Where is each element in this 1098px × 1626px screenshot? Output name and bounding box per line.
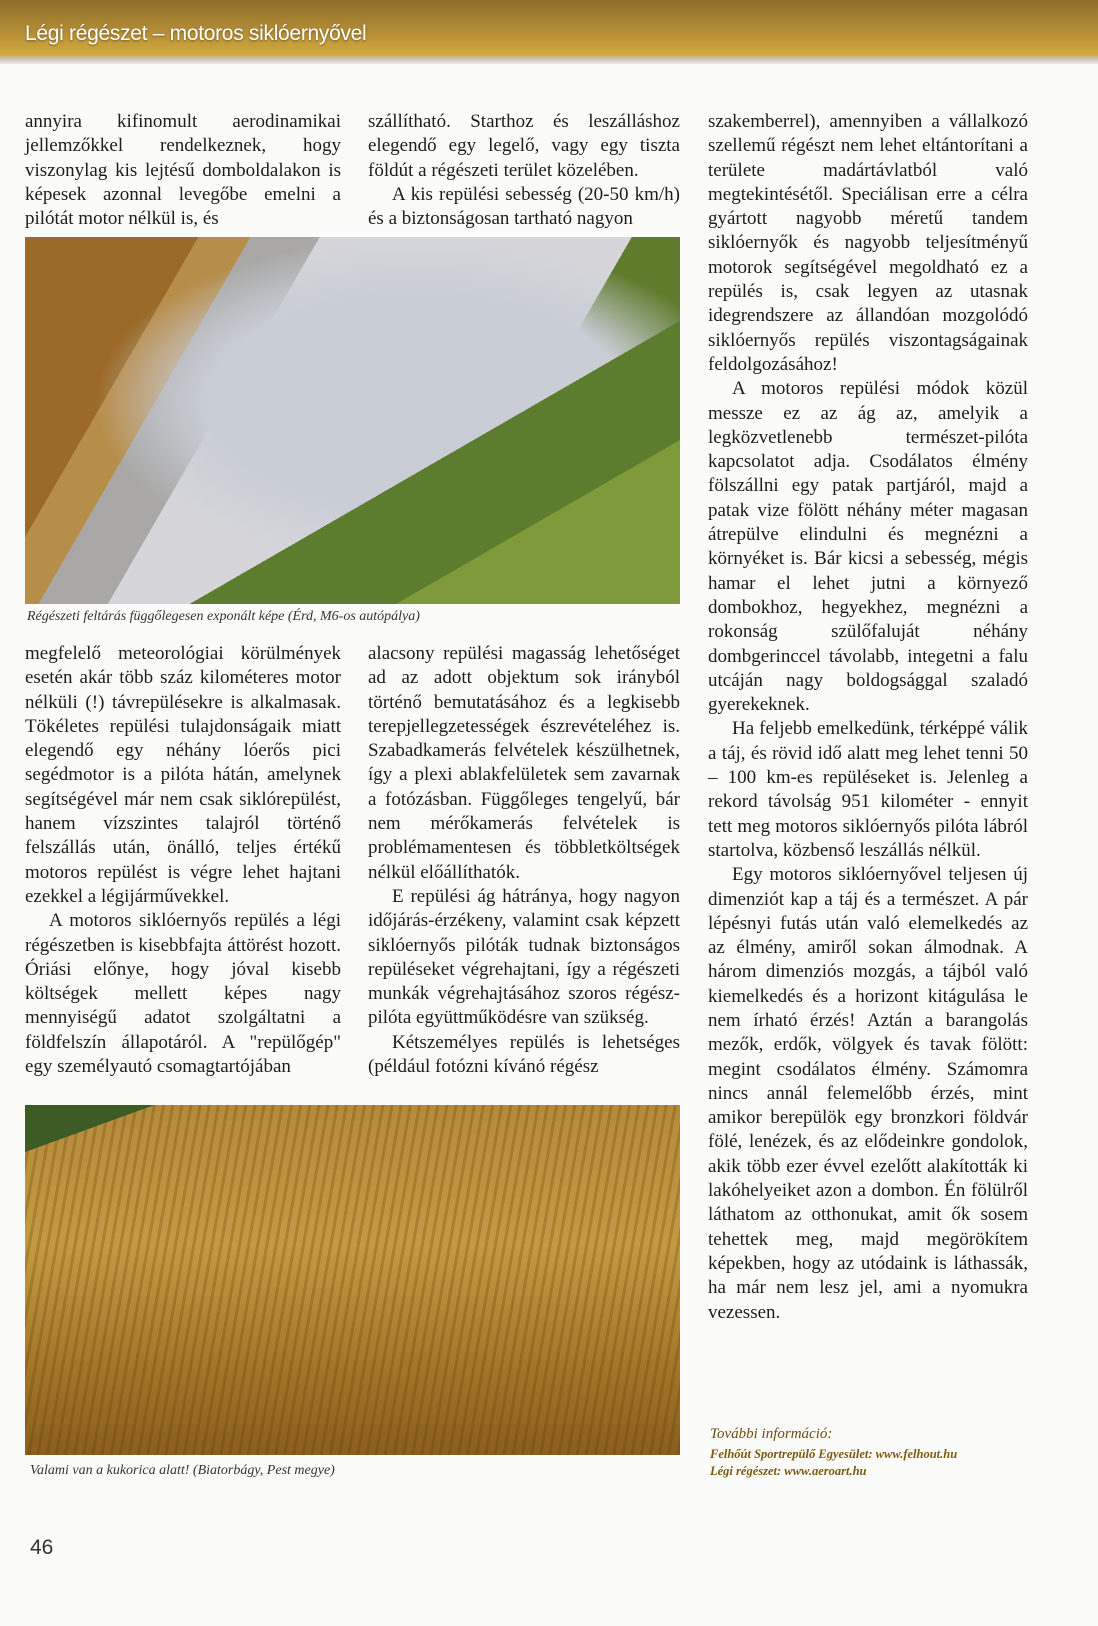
paragraph: alacsony repülési magasság lehetőséget ad az adott objektum sok irányból történő bemutatásához és a legkisebb terepjellegzetességek észrevételéhez is. Szabadkamerás felvételek készülhetnek, így a plexi ablakfelületek sem zavarnak a fotózásban. Függőleges tengelyű, bár nem mérőkamerás felvételek is problémamentesen és többletköltségek nélkül előállíthatók. [368, 643, 680, 883]
paragraph: E repülési ág hátránya, hogy nagyon időjárás-érzékeny, valamint csak képzett siklóernyős pilóták tudnak biztonságos repüléseket végrehajtani, így a régészeti munkák végrehajtásához szoros régész-pilóta együttműködésre van szükség. [368, 885, 680, 1029]
paragraph: A motoros siklóernyős repülés a légi régészetben is kisebbfajta áttörést hozott. Óriási előnye, hogy jóval kisebb költségek mellett képes nagy mennyiségű adatot szolgáltatni a földfelszín állapotáról. A "repülőgép" egy személyautó csomagtartójában [25, 910, 341, 1078]
paragraph: Egy motoros siklóernyővel teljesen új dimenziót kap a táj és a természet. A pár lépésnyi futás után való elemelkedés az az élmény, amiről sokan álmodnak. A három dimenziós mozgás, a tájból való kiemelkedés és a horizont kitágulása le nem írható érzés! Aztán a barangolás mezők, erdők, völgyek és tavak fölött: megint csodálatos élmény. Számomra nincs annál felemelőbb érzés, mint amikor berepülök egy bronzkori földvár fölé, lenézek, és az elődeinkre gondolok, akik több ezer évvel ezelőtt alakították ki lakóhelyeiket azon a dombon. Én fölülről láthatom az otthonukat, amit ők sosem tehettek meg, majd megörökítem képekben, hogy az utódaink is láthassák, ha már nem lesz jel, ami a nyomukra vezessen. [708, 864, 1028, 1323]
paragraph: Ha feljebb emelkedünk, térképpé válik a táj, és rövid idő alatt meg lehet tenni 50 – 100 km-es repüléseket is. Jelenleg a rekord távolság 951 kilométer - ennyit tett meg motoros siklóernyős pilóta lábról startolva, közbenső leszállás nélkül. [708, 718, 1028, 861]
column-3 [708, 110, 1028, 1325]
excavation-aerial-photo [25, 237, 680, 604]
info-link-aeroart[interactable]: Légi régészet: www.aeroart.hu [710, 1464, 867, 1478]
paragraph: szakemberrel), amennyiben a vállalkozó szellemű régészt nem lehet eltántorítani a területe madártávlatból való megtekintésétől. Speciálisan erre a célra gyártott nagyobb méretű tandem siklóernyők és nagyobb teljesítményű motorok segítségével megoldható ez a repülés is, csak legyen az utasnak idegrendszere az állandóan mozgolódó siklóernyős repülés viszontagságainak feldolgozásához! [708, 111, 1028, 375]
column-1-bottom [25, 642, 341, 1079]
info-link-felhout[interactable]: Felhőút Sportrepülő Egyesület: www.felhout.hu [710, 1447, 958, 1461]
further-info [710, 1426, 957, 1480]
paragraph: Kétszemélyes repülés is lehetséges (például fotózni kívánó régész [368, 1031, 680, 1078]
paragraph: A motoros repülési módok közül messze ez az ág az, amelyik a legközvetlenebb természet-pilóta kapcsolatot adja. Csodálatos élmény fölszállni egy patak partjáról, majd a patak vize fölött néhány méter magasan átrepülve elindulni és megnézni a környéket is. Bár kicsi a sebesség, mégis hamar el lehet jutni a környező dombokhoz, hegyekhez, megnézni a rokonság szülőfaluját néhány dombgerinccel távolabb, integetni a falu utcáján nagy boldogsággal szaladó gyerekeknek. [708, 378, 1028, 716]
paragraph: annyira kifinomult aerodinamikai jellemzőkkel rendelkeznek, hogy viszonylag kis lejtésű domboldalakon is képesek azonnal levegőbe emelni a pilótát motor nélkül is, és [25, 111, 341, 230]
page-number: 46 [30, 1536, 54, 1559]
paragraph: A kis repülési sebesség (20-50 km/h) és a biztonságosan tartható nagyon [368, 183, 680, 230]
photo1-caption: Régészeti feltárás függőlegesen exponált képe (Érd, M6-os autópálya) [27, 609, 420, 624]
further-info-heading: További információ: [710, 1426, 833, 1442]
column-1-top [25, 110, 341, 231]
column-2-bottom [368, 642, 680, 1079]
photo2-caption: Valami van a kukorica alatt! (Biatorbágy, Pest megye) [30, 1463, 335, 1478]
cornfield-aerial-photo [25, 1105, 680, 1455]
page-header [0, 0, 1098, 64]
paragraph: szállítható. Starthoz és leszálláshoz elegendő egy legelő, vagy egy tiszta földút a régészeti terület közelében. [368, 111, 680, 181]
paragraph: megfelelő meteorológiai körülmények esetén akár több száz kilométeres motor nélküli (!) távrepülésekre is alkalmasak. Tökéletes repülési tulajdonságaik miatt elegendő egy néhány lóerős pici segédmotor is a pilóta hátán, amelynek segítségével már nem csak siklórepülést, hanem vízszintes talajról történő felszállás után, önálló, teljes értékű motoros repülést is végre lehet hajtani ezekkel a légijárművekkel. [25, 643, 341, 907]
column-2-top [368, 110, 680, 231]
section-title: Légi régészet – motoros siklóernyővel [25, 22, 367, 45]
